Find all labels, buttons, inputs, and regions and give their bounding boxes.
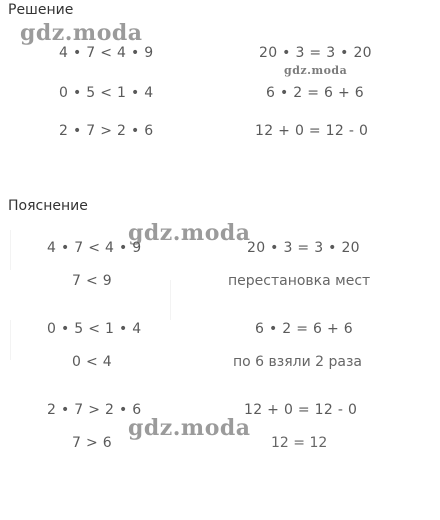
- explanation-block-1-right-note: перестановка мест: [228, 273, 371, 289]
- explanation-block-1-right: 20 • 3 = 3 • 20: [247, 240, 360, 256]
- explanation-block-1-left-result: 7 < 9: [72, 273, 112, 289]
- explanation-block-3-left: 2 • 7 > 2 • 6: [47, 402, 142, 418]
- solution-row-1-right: 20 • 3 = 3 • 20: [259, 45, 372, 61]
- explanation-block-3-left-result: 7 > 6: [72, 435, 112, 451]
- explanation-block-2-right: 6 • 2 = 6 + 6: [255, 321, 353, 337]
- watermark: gdz.moda: [128, 220, 251, 246]
- divider: [170, 280, 171, 320]
- explanation-block-1-left: 4 • 7 < 4 • 9: [47, 240, 142, 256]
- solution-heading: Решение: [8, 2, 74, 18]
- explanation-block-2-left: 0 • 5 < 1 • 4: [47, 321, 142, 337]
- watermark: gdz.moda: [20, 20, 143, 46]
- solution-row-1-left: 4 • 7 < 4 • 9: [59, 45, 154, 61]
- explanation-block-3-right-note: 12 = 12: [271, 435, 328, 451]
- explanation-heading: Пояснение: [8, 198, 88, 214]
- solution-row-2-right: 6 • 2 = 6 + 6: [266, 85, 364, 101]
- divider: [10, 320, 11, 360]
- solution-row-3-left: 2 • 7 > 2 • 6: [59, 123, 154, 139]
- solution-row-3-right: 12 + 0 = 12 - 0: [255, 123, 369, 139]
- explanation-block-2-right-note: по 6 взяли 2 раза: [233, 354, 362, 370]
- watermark: gdz.moda: [128, 415, 251, 441]
- explanation-block-3-right: 12 + 0 = 12 - 0: [244, 402, 358, 418]
- solution-row-2-left: 0 • 5 < 1 • 4: [59, 85, 154, 101]
- explanation-block-2-left-result: 0 < 4: [72, 354, 112, 370]
- watermark-small: gdz.moda: [284, 64, 348, 77]
- divider: [10, 230, 11, 270]
